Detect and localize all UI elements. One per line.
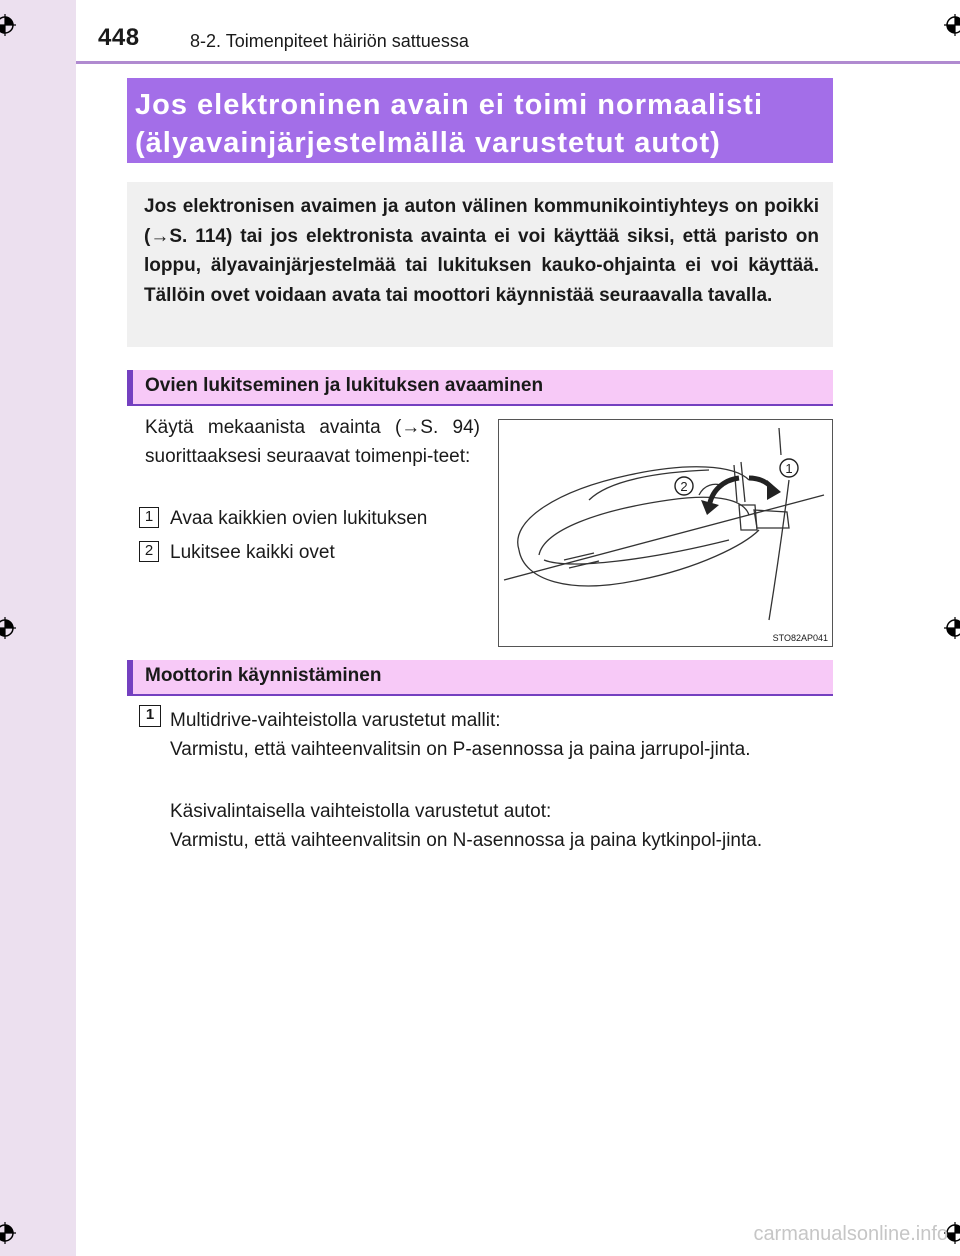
header-divider [76,61,960,64]
figure-callout-1: 1 [785,461,793,476]
registration-mark-icon [0,14,16,36]
subheading-engine-start: Moottorin käynnistäminen [127,660,833,696]
step-number-1: 1 [139,507,159,528]
registration-mark-icon [0,1222,16,1244]
figure-callout-2: 2 [680,479,688,494]
registration-mark-icon [944,14,960,36]
page-title-line-1: Jos elektroninen avain ei toimi normaalisti [135,89,764,121]
step-number-2: 2 [139,541,159,562]
door-handle-illustration [498,419,833,647]
manual-transmission-heading: Käsivalintaisella vaihteistolla varustetut autot: [170,801,552,822]
intro-paragraph: Jos elektronisen avaimen ja auton välinen kommunikointiyhteys on poikki (→S. 114) tai jos elektronista avainta ei voi käyttää siksi, että paristo on loppu, älyavainjärjestelmää tai lukituksen kauko-ohjainta ei voi käyttää. Tällöin ovet voidaan avata tai moottori käynnistää seuraavalla tavalla. [127,182,833,347]
multidrive-instruction: Varmistu, että vaihteenvalitsin on P-asennossa ja paina jarrupol-jinta. [170,739,751,760]
section-header: 8-2. Toimenpiteet häiriön sattuessa [190,31,469,51]
watermark: carmanualsonline.info [753,1223,948,1245]
door-lock-instructions: Käytä mekaanista avainta (→S. 94) suorittaaksesi seuraavat toimenpi-teet: [145,417,480,467]
multidrive-heading: Multidrive-vaihteistolla varustetut mallit: [170,710,501,731]
registration-mark-icon [0,617,16,639]
step-label-unlock: Avaa kaikkien ovien lukituksen [170,508,428,529]
page-number: 448 [98,24,140,51]
subheading-door-locking: Ovien lukitseminen ja lukituksen avaaminen [127,370,833,406]
page-title-line-2: (älyavainjärjestelmällä varustetut autot) [135,127,721,159]
manual-transmission-instruction: Varmistu, että vaihteenvalitsin on N-asennossa ja paina kytkinpol-jinta. [170,830,763,851]
registration-mark-icon [944,617,960,639]
door-handle-key-drawing [499,420,831,645]
figure-code: STO82AP041 [772,633,828,643]
engine-step-number: 1 [139,705,161,727]
step-label-lock: Lukitsee kaikki ovet [170,542,335,563]
page-title [127,78,833,163]
